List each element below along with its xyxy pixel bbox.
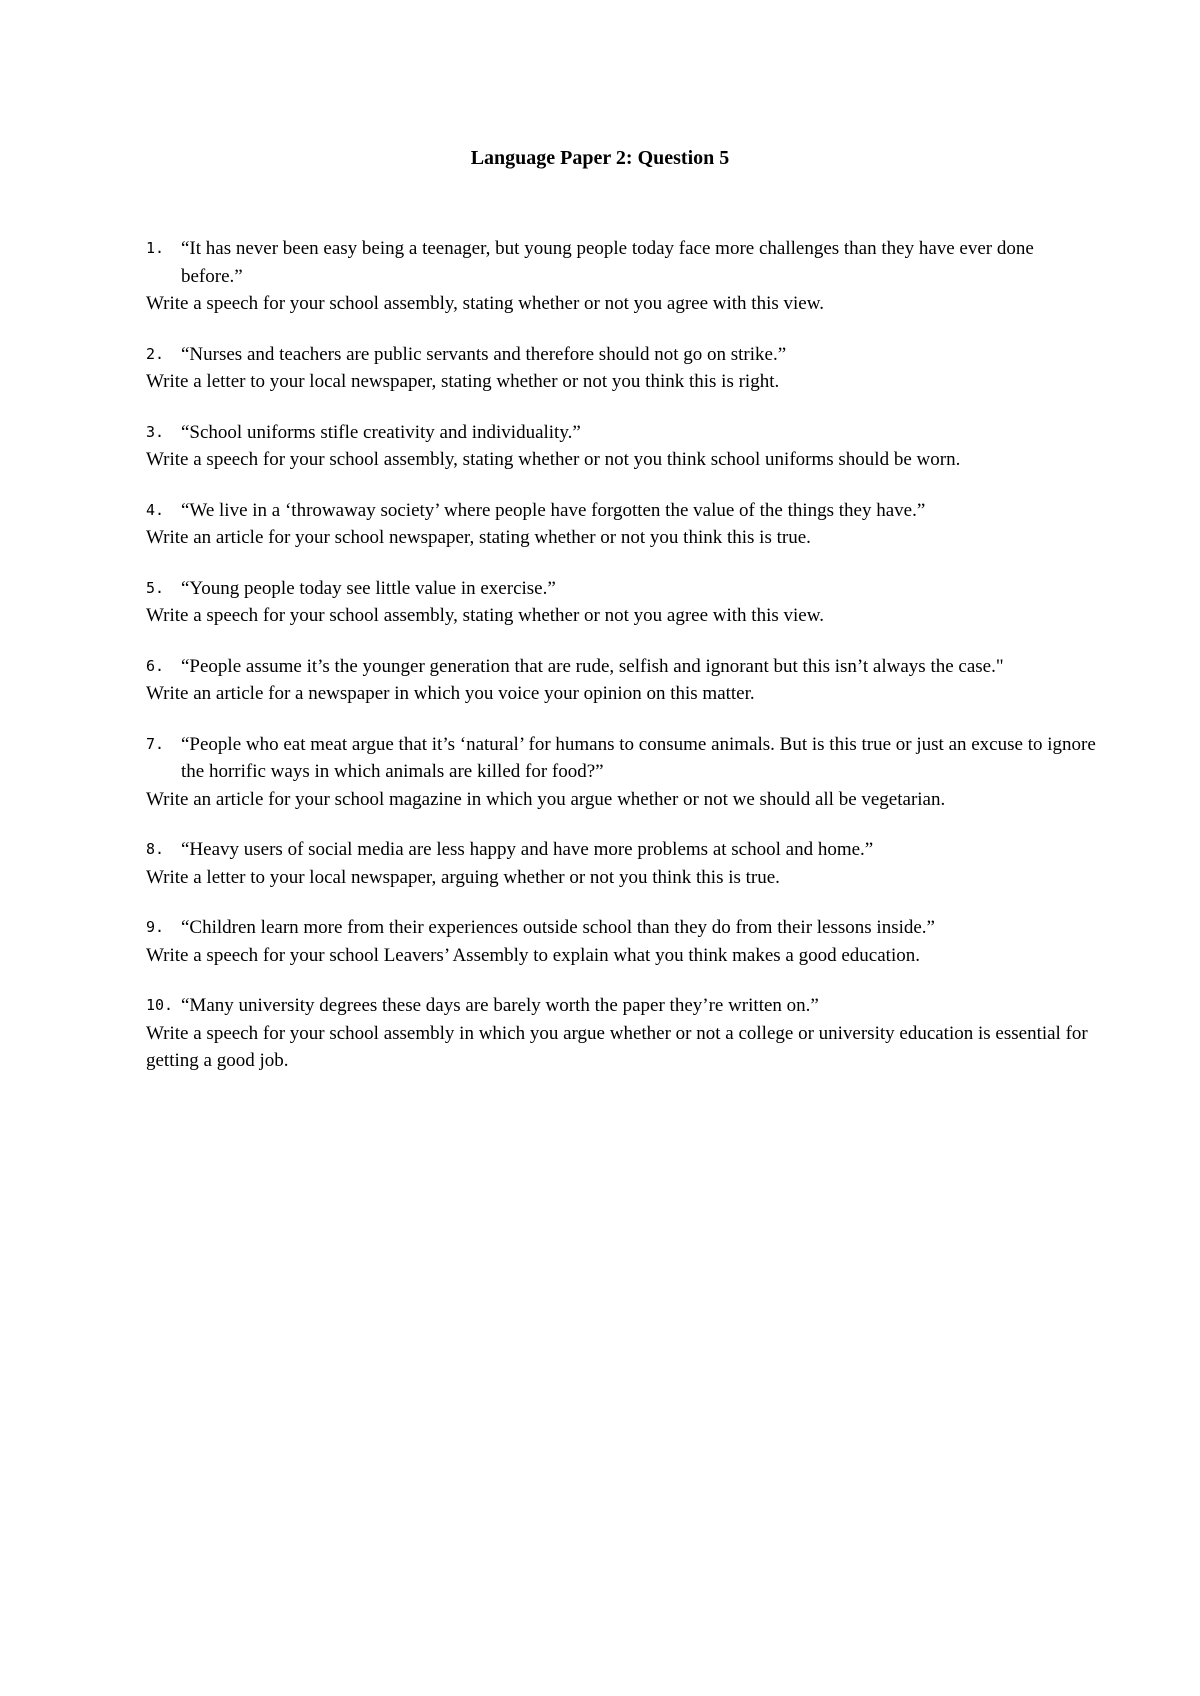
question-task: Write an article for a newspaper in which you voice your opinion on this matter. [146,683,755,704]
question-item [146,575,1096,630]
question-task: Write a speech for your school assembly, stating whether or not you agree with this view. [146,605,824,626]
question-task: Write a speech for your school assembly, stating whether or not you think school uniforms should be worn. [146,449,961,470]
question-number: 10. [146,996,174,1014]
question-task: Write an article for your school newspaper, stating whether or not you think this is true. [146,527,811,548]
question-number: 7. [146,734,165,753]
question-quote: “We live in a ‘throwaway society’ where people have forgotten the value of the things they have.” [181,499,926,521]
question-number: 5. [146,578,165,597]
question-item [146,341,1096,396]
question-item [146,653,1096,708]
question-item [146,992,1096,1075]
question-item [146,914,1096,969]
question-quote: “Nurses and teachers are public servants and therefore should not go on strike.” [181,343,787,365]
question-quote: “People assume it’s the younger generation that are rude, selfish and ignorant but this isn’t always the case." [181,655,1004,677]
question-item [146,419,1096,474]
question-quote: “It has never been easy being a teenager, but young people today face more challenges than they have ever done before.” [181,238,1034,287]
question-task: Write an article for your school magazine in which you argue whether or not we should all be vegetarian. [146,788,946,810]
question-item [146,497,1096,552]
question-task: Write a letter to your local newspaper, arguing whether or not you think this is true. [146,866,780,888]
question-number: 3. [146,422,165,441]
question-task: Write a speech for your school Leavers’ Assembly to explain what you think makes a good education. [146,944,920,966]
question-number: 2. [146,344,165,363]
question-item [146,731,1096,814]
question-number: 4. [146,500,165,519]
question-quote: “Many university degrees these days are barely worth the paper they’re written on.” [181,995,819,1016]
question-quote: “Heavy users of social media are less happy and have more problems at school and home.” [181,839,874,860]
question-number: 9. [146,918,165,936]
question-number: 8. [146,840,165,858]
question-item [146,836,1096,891]
question-number: 1. [146,239,165,257]
question-quote: “School uniforms stifle creativity and individuality.” [181,421,581,443]
question-item [146,235,1096,318]
question-quote: “People who eat meat argue that it’s ‘natural’ for humans to consume animals. But is this true or just an excuse to ignore the horrific ways in which animals are killed for food?” [181,733,1096,782]
question-quote: “Young people today see little value in exercise.” [181,577,556,599]
question-quote: “Children learn more from their experiences outside school than they do from their lessons inside.” [181,917,935,938]
page-title: Language Paper 2: Question 5 [470,147,730,169]
question-task: Write a speech for your school assembly, stating whether or not you agree with this view. [146,293,824,314]
question-list [146,235,1096,1098]
question-number: 6. [146,656,165,675]
question-task: Write a speech for your school assembly in which you argue whether or not a college or university education is essential for getting a good job. [146,1022,1088,1071]
question-task: Write a letter to your local newspaper, stating whether or not you think this is right. [146,371,780,392]
